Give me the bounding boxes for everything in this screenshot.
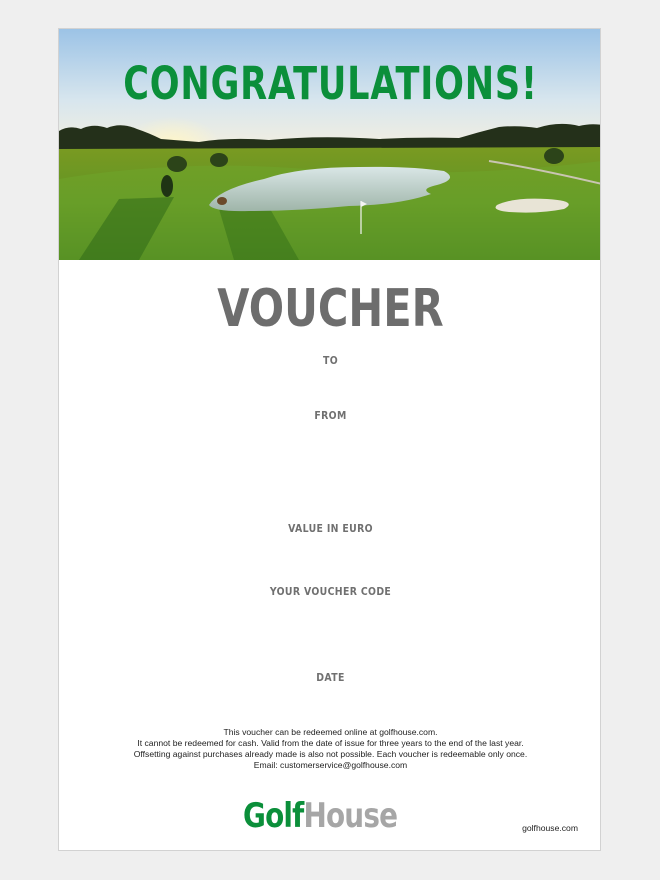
logo-golf: Golf [243,796,304,836]
from-label: FROM [314,409,347,422]
terms-email: Email: customerservice@golfhouse.com [253,760,408,770]
website-link: golfhouse.com [522,823,578,833]
voucher-title: VOUCHER [217,279,444,339]
terms-line: It cannot be redeemed for cash. Valid from the date of issue for three years to the end of the last year. [137,738,524,748]
terms-line: This voucher can be redeemed online at golfhouse.com. [223,727,438,737]
date-label: DATE [316,671,345,684]
logo-house: House [303,796,398,836]
terms-text [59,727,601,771]
voucher-code-label: YOUR VOUCHER CODE [269,585,392,598]
value-label: VALUE IN EURO [288,522,373,535]
to-label: TO [322,354,339,367]
golfhouse-logo [243,796,398,836]
terms-line: Offsetting against purchases already made is also not possible. Each voucher is redeemable only once. [133,749,528,759]
congratulations-headline: CONGRATULATIONS! [123,57,538,110]
voucher-sheet [58,28,601,851]
